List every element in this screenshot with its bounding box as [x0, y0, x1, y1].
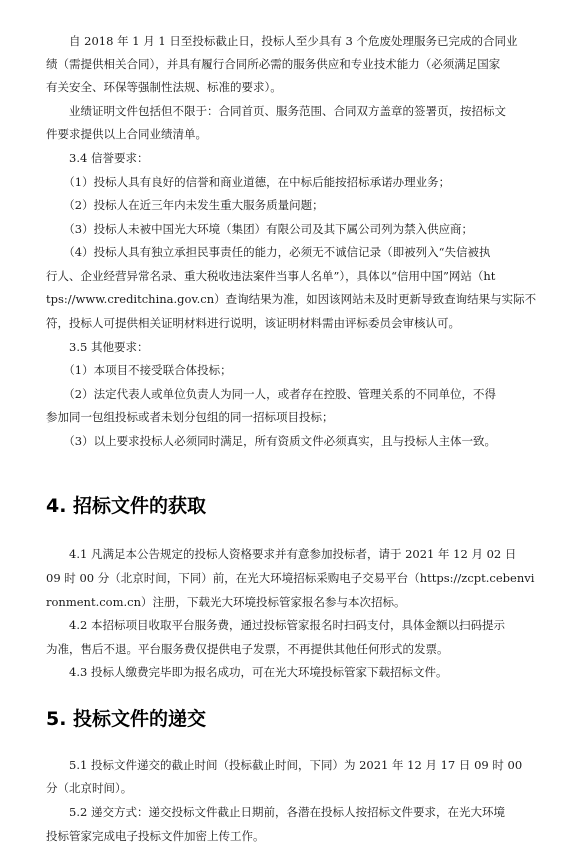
text-line: 4.1 凡满足本公告规定的投标人资格要求并有意参加投标者，请于 2021 年 12 月 02 日 [46, 547, 517, 561]
text-line: （1）投标人具有良好的信誉和商业道德，在中标后能按招标承诺办理业务； [46, 175, 451, 189]
text-line: 09 时 00 分（北京时间，下同）前，在光大环境招标采购电子交易平台（https://zcpt.cebenvi [46, 571, 535, 585]
text-line: 3.4 信誉要求： [46, 151, 149, 165]
text-line: （2）投标人在近三年内未发生重大服务质量问题； [46, 198, 324, 212]
text-line: （2）法定代表人或单位负责人为同一人，或者存在控股、管理关系的不同单位，不得 [46, 387, 497, 401]
text-line: 参加同一包组投标或者未划分包组的同一招标项目投标； [46, 410, 334, 424]
text-line: 行人、企业经营异常名录、重大税收违法案件当事人名单”），具体以“信用中国”网站（ht [46, 269, 496, 283]
text-line: （3）以上要求投标人必须同时满足，所有资质文件必须真实，且与投标人主体一致。 [46, 434, 497, 448]
text-line: 4.2 本招标项目收取平台服务费，通过投标管家报名时扫码支付，具体金额以扫码提示 [46, 618, 505, 632]
section-heading: 4. 招标文件的获取 [46, 495, 207, 517]
text-line: 5.1 投标文件递交的截止时间（投标截止时间，下同）为 2021 年 12 月 17 日 09 时 00 [46, 758, 523, 772]
text-line: 4.3 投标人缴费完毕即为报名成功，可在光大环境投标管家下载招标文件。 [46, 665, 448, 679]
section-heading: 5. 投标文件的递交 [46, 708, 207, 730]
text-line: 件要求提供以上合同业绩清单。 [46, 127, 207, 141]
text-line: ronment.com.cn）注册，下载光大环境投标管家报名参与本次招标。 [46, 595, 406, 609]
text-line: 业绩证明文件包括但不限于：合同首页、服务范围、合同双方盖章的签署页，按招标文 [46, 104, 506, 118]
text-line: 有关安全、环保等强制性法规、标准的要求）。 [46, 80, 282, 94]
text-line: 3.5 其他要求： [46, 340, 149, 354]
text-line: 符，投标人可提供相关证明材料进行说明，该证明材料需由评标委员会审核认可。 [46, 316, 460, 330]
text-line: 自 2018 年 1 月 1 日至投标截止日，投标人至少具有 3 个危废处理服务已完成的合同业 [46, 34, 518, 48]
text-line: 绩（需提供相关合同），并具有履行合同所必需的服务供应和专业技术能力（必须满足国家 [46, 57, 501, 71]
text-line: 分（北京时间）。 [46, 781, 133, 795]
text-line: 为准，售后不退。平台服务费仅提供电子发票，不再提供其他任何形式的发票。 [46, 642, 449, 656]
text-line: tps://www.creditchina.gov.cn）查询结果为准，如因该网站未及时更新导致查询结果与实际不 [46, 292, 537, 306]
text-line: （4）投标人具有独立承担民事责任的能力，必须无不诚信记录（即被列入“失信被执 [46, 245, 491, 259]
text-line: （1）本项目不接受联合体投标； [46, 363, 232, 377]
text-line: 5.2 递交方式：递交投标文件截止日期前，各潜在投标人按招标文件要求，在光大环境 [46, 805, 505, 819]
text-line: 投标管家完成电子投标文件加密上传工作。 [46, 829, 265, 843]
text-line: （3）投标人未被中国光大环境（集团）有限公司及其下属公司列为禁入供应商； [46, 222, 474, 236]
